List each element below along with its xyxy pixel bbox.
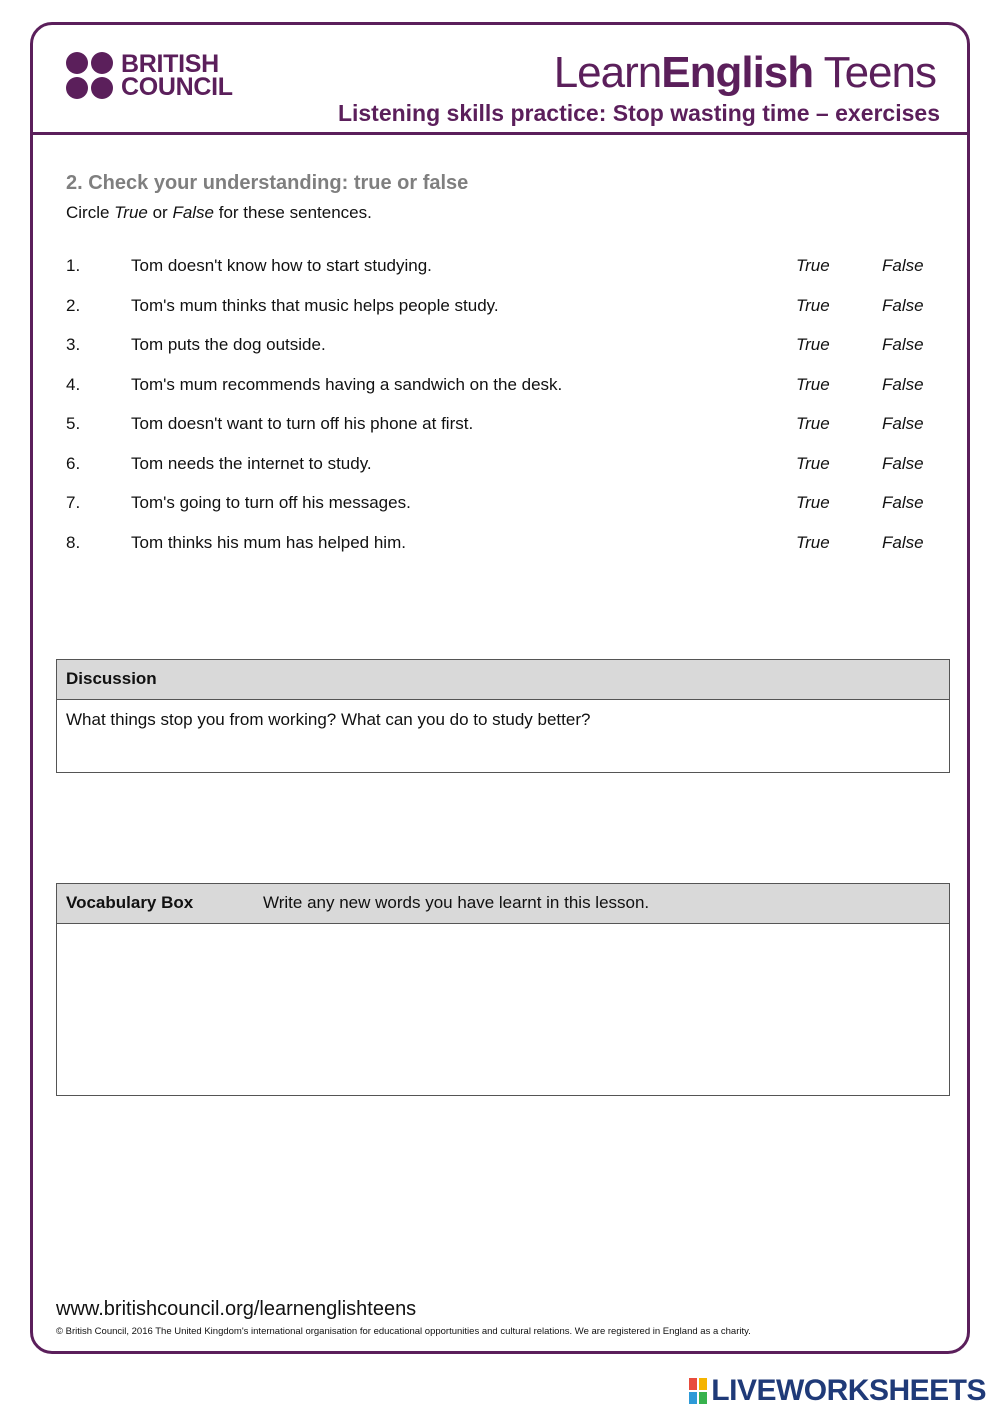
- true-option[interactable]: True: [796, 414, 830, 433]
- bc-logo-line1: BRITISH: [121, 49, 219, 78]
- header-divider: [32, 132, 970, 135]
- vocabulary-answer-area[interactable]: [57, 924, 949, 1094]
- question-text: Tom doesn't want to turn off his phone at first.: [131, 414, 474, 433]
- true-option[interactable]: True: [796, 532, 830, 552]
- true-option[interactable]: True: [796, 256, 830, 275]
- question-row: [66, 493, 946, 517]
- question-row: [66, 335, 946, 359]
- discussion-box: [56, 659, 950, 773]
- false-option[interactable]: False: [882, 256, 924, 275]
- page-title: Listening skills practice: Stop wasting time – exercises: [337, 100, 940, 126]
- false-option[interactable]: False: [882, 374, 924, 394]
- question-text: Tom's mum thinks that music helps people study.: [131, 295, 499, 315]
- false-option[interactable]: False: [882, 414, 924, 433]
- question-row: [66, 256, 946, 280]
- false-option[interactable]: False: [882, 335, 924, 354]
- british-council-logo: [66, 49, 233, 101]
- question-number: 4.: [66, 374, 81, 394]
- question-text: Tom's mum recommends having a sandwich on the desk.: [131, 374, 563, 394]
- question-row: [66, 414, 946, 438]
- logo-learn: Learn: [553, 48, 662, 97]
- true-option[interactable]: True: [796, 295, 830, 315]
- discussion-prompt: What things stop you from working? What can you do to study better?: [66, 710, 591, 729]
- question-number: 1.: [66, 256, 81, 275]
- question-row: [66, 296, 946, 320]
- question-text: Tom puts the dog outside.: [131, 335, 326, 354]
- liveworksheets-logo: [689, 1374, 986, 1408]
- question-number: 3.: [66, 335, 81, 354]
- question-number: 6.: [66, 453, 81, 473]
- vocabulary-title: Vocabulary Box: [66, 893, 194, 912]
- logo-english: English: [661, 48, 814, 97]
- true-option[interactable]: True: [796, 335, 830, 354]
- question-number: 2.: [66, 295, 81, 315]
- exercise-title: 2. Check your understanding: true or false: [66, 172, 469, 194]
- question-number: 7.: [66, 493, 81, 512]
- british-council-dots-icon: [66, 52, 113, 99]
- question-text: Tom's going to turn off his messages.: [131, 493, 411, 512]
- vocabulary-hint: Write any new words you have learnt in this lesson.: [263, 893, 650, 912]
- question-row: [66, 454, 946, 478]
- question-text: Tom doesn't know how to start studying.: [131, 256, 432, 275]
- question-text: Tom thinks his mum has helped him.: [131, 532, 406, 552]
- true-option[interactable]: True: [796, 374, 830, 394]
- exercise-instructions: Circle True or False for these sentences.: [66, 203, 372, 222]
- liveworksheets-text: LIVEWORKSHEETS: [711, 1374, 986, 1407]
- question-number: 8.: [66, 532, 81, 552]
- question-row: [66, 375, 946, 399]
- question-row: [66, 533, 946, 557]
- bc-logo-line2: COUNCIL: [121, 72, 233, 101]
- footer-copyright: © British Council, 2016 The United Kingdom's international organisation for educational opportunities and cultural relations. We are registered in England as a charity.: [56, 1326, 751, 1337]
- true-option[interactable]: True: [796, 453, 830, 473]
- false-option[interactable]: False: [882, 295, 924, 315]
- question-number: 5.: [66, 414, 81, 433]
- question-text: Tom needs the internet to study.: [131, 453, 372, 473]
- learnenglish-teens-logo: [554, 48, 936, 98]
- liveworksheets-icon: [689, 1378, 707, 1404]
- true-option[interactable]: True: [796, 493, 830, 512]
- false-option[interactable]: False: [882, 453, 924, 473]
- footer-url: www.britishcouncil.org/learnenglishteens: [56, 1298, 417, 1320]
- false-option[interactable]: False: [882, 532, 924, 552]
- vocabulary-box: [56, 883, 950, 1096]
- false-option[interactable]: False: [882, 493, 924, 512]
- discussion-title: Discussion: [66, 669, 157, 688]
- logo-teens: Teens: [813, 48, 936, 97]
